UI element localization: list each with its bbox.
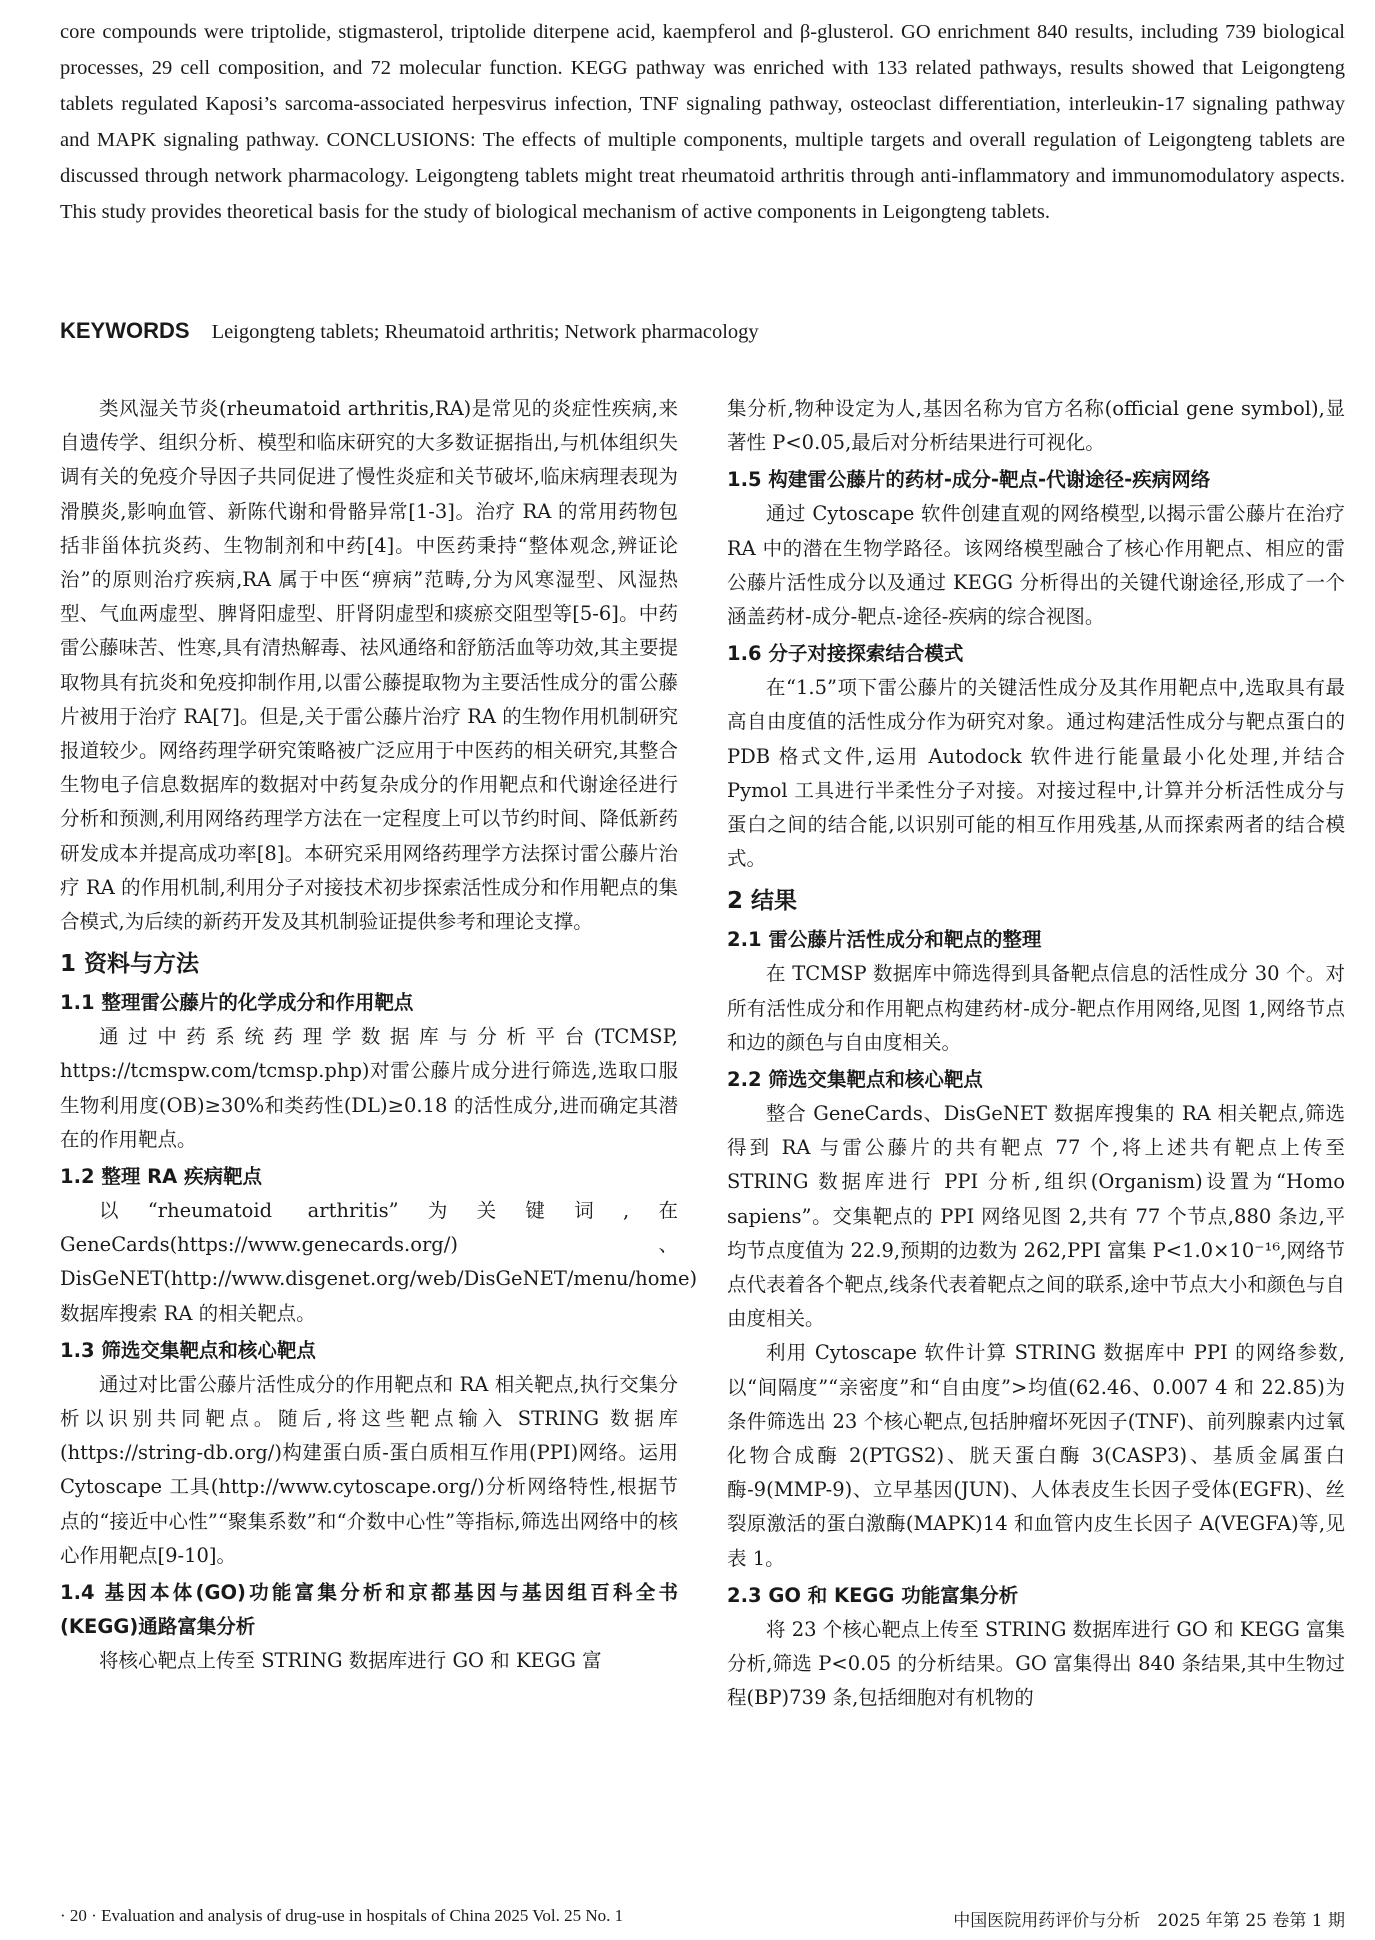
abstract-text: core compounds were triptolide, stigmasterol, triptolide diterpene acid, kaempferol and β-glusterol. GO enrichment 840 results, including 739 biological processes, 29 cell composition, and 72 molecular function. KEGG pathway was enriched with 133 related pathways, results showed that Leigongteng tablets regulated Kaposi’s sarcoma-associated herpesvirus infection, TNF signaling pathway, osteoclast differentiation, interleukin-17 signaling pathway and MAPK signaling pathway. CONCLUSIONS: The effects of multiple components, multiple targets and overall regulation of Leigongteng tablets are discussed through network pharmacology. Leigongteng tablets might treat rheumatoid arthritis through anti-inflammatory and immunomodulatory aspects. This study provides theoretical basis for the study of biological mechanism of active components in Leigongteng tablets.	[60, 21, 1345, 223]
section-2-2-text-2: 利用 Cytoscape 软件计算 STRING 数据库中 PPI 的网络参数,以“间隔度”“亲密度”和“自由度”>均值(62.46、0.007 4 和 22.85)为条件筛选出 23 个核心靶点,包括肿瘤坏死因子(TNF)、前列腺素内过氧化物合成酶 2(PTGS2)、胱天蛋白酶 3(CASP3)、基质金属蛋白酶-9(MMP-9)、立早基因(JUN)、人体表皮生长因子受体(EGFR)、丝裂原激活的蛋白激酶(MAPK)14 和血管内皮生长因子 A(VEGFA)等,见表 1。	[727, 1341, 1345, 1570]
section-2-title: 2 结果	[727, 888, 798, 915]
section-2-2-text-1: 整合 GeneCards、DisGeNET 数据库搜集的 RA 相关靶点,筛选得到 RA 与雷公藤片的共有靶点 77 个,将上述共有靶点上传至 STRING 数据库进行 PPI 分析,组织(Organism)设置为“Homo sapiens”。交集靶点的 PPI 网络见图 2,共有 77 个节点,880 条边,平均节点度值为 22.9,预期的边数为 262,PPI 富集 P<1.0×10⁻¹⁶,网络节点代表着各个靶点,线条代表着靶点之间的联系,途中节点大小和颜色与自由度相关。	[727, 1102, 1345, 1331]
section-1-2-text: 以“rheumatoid arthritis”为关键词,在 GeneCards(https://www.genecards.org/)、DisGeNET(http://www.disgenet.org/web/DisGeNET/menu/home)数据库搜索 RA 的相关靶点。	[60, 1199, 698, 1325]
section-2-1-title: 2.1 雷公藤片活性成分和靶点的整理	[727, 928, 1042, 952]
section-1-title: 1 资料与方法	[60, 951, 200, 978]
section-1-5-text: 通过 Cytoscape 软件创建直观的网络模型,以揭示雷公藤片在治疗 RA 中的潜在生物学路径。该网络模型融合了核心作用靶点、相应的雷公藤片活性成分以及通过 KEGG 分析得出的关键代谢途径,形成了一个涵盖药材-成分-靶点-途径-疾病的综合视图。	[727, 502, 1345, 629]
section-1-5-title: 1.5 构建雷公藤片的药材-成分-靶点-代谢途径-疾病网络	[727, 468, 1211, 492]
section-1-6-title: 1.6 分子对接探索结合模式	[727, 642, 964, 666]
footer-journal-cn: 中国医院用药评价与分析 2025 年第 25 卷第 1 期	[953, 1911, 1345, 1931]
keywords-line	[60, 318, 1345, 344]
section-1-3-text: 通过对比雷公藤片活性成分的作用靶点和 RA 相关靶点,执行交集分析以识别共同靶点。随后,将这些靶点输入 STRING 数据库(https://string-db.org/)构建蛋白质-蛋白质相互作用(PPI)网络。运用 Cytoscape 工具(http://www.cytoscape.org/)分析网络特性,根据节点的“接近中心性”“聚集系数”和“介数中心性”等指标,筛选出网络中的核心作用靶点[9-10]。	[60, 1372, 678, 1567]
section-1-1-title: 1.1 整理雷公藤片的化学成分和作用靶点	[60, 991, 414, 1015]
section-2-3-text: 将 23 个核心靶点上传至 STRING 数据库进行 GO 和 KEGG 富集分析,筛选 P<0.05 的分析结果。GO 富集得出 840 条结果,其中生物过程(BP)739 条,包括细胞对有机物的	[727, 1617, 1345, 1710]
keywords-label: KEYWORDS	[60, 318, 190, 343]
section-1-3-title: 1.3 筛选交集靶点和核心靶点	[60, 1338, 316, 1362]
left-column	[60, 392, 698, 1678]
section-2-2-title: 2.2 筛选交集靶点和核心靶点	[727, 1068, 983, 1092]
right-column	[727, 392, 1345, 1716]
section-2-1-text: 在 TCMSP 数据库中筛选得到具备靶点信息的活性成分 30 个。对所有活性成分和作用靶点构建药材-成分-靶点作用网络,见图 1,网络节点和边的颜色与自由度相关。	[727, 962, 1345, 1054]
section-1-4-text: 将核心靶点上传至 STRING 数据库进行 GO 和 KEGG 富	[99, 1649, 602, 1673]
section-1-1-text: 通过中药系统药理学数据库与分析平台(TCMSP, https://tcmspw.com/tcmsp.php)对雷公藤片成分进行筛选,选取口服生物利用度(OB)≥30%和类药性(DL)≥0.18 的活性成分,进而确定其潜在的作用靶点。	[60, 1025, 678, 1151]
keywords-text: Leigongteng tablets; Rheumatoid arthritis; Network pharmacology	[211, 321, 759, 343]
section-1-6-text: 在“1.5”项下雷公藤片的关键活性成分及其作用靶点中,选取具有最高自由度值的活性成分作为研究对象。通过构建活性成分与靶点蛋白的 PDB 格式文件,运用 Autodock 软件进行能量最小化处理,并结合 Pymol 工具进行半柔性分子对接。对接过程中,计算并分析活性成分与蛋白之间的结合能,以识别可能的相互作用残基,从而探索两者的结合模式。	[727, 676, 1345, 871]
section-2-3-title: 2.3 GO 和 KEGG 功能富集分析	[727, 1583, 1019, 1607]
section-1-4-title: 1.4 基因本体(GO)功能富集分析和京都基因与基因组百科全书(KEGG)通路富集分析	[60, 1581, 678, 1639]
section-1-4-continued: 集分析,物种设定为人,基因名称为官方名称(official gene symbol),显著性 P<0.05,最后对分析结果进行可视化。	[727, 397, 1345, 455]
section-1-2-title: 1.2 整理 RA 疾病靶点	[60, 1165, 263, 1189]
footer-journal-en: · 20 · Evaluation and analysis of drug-use in hospitals of China 2025 Vol. 25 No. 1	[60, 1906, 624, 1925]
intro-paragraph: 类风湿关节炎(rheumatoid arthritis,RA)是常见的炎症性疾病,来自遗传学、组织分析、模型和临床研究的大多数证据指出,与机体组织失调有关的免疫介导因子共同促进了慢性炎症和关节破坏,临床病理表现为滑膜炎,影响血管、新陈代谢和骨骼异常[1-3]。治疗 RA 的常用药物包括非甾体抗炎药、生物制剂和中药[4]。中医药秉持“整体观念,辨证论治”的原则治疗疾病,RA 属于中医“痹病”范畴,分为风寒湿型、风湿热型、气血两虚型、脾肾阳虚型、肝肾阴虚型和痰瘀交阻型等[5-6]。中药雷公藤味苦、性寒,具有清热解毒、祛风通络和舒筋活血等功效,其主要提取物具有抗炎和免疫抑制作用,以雷公藤提取物为主要活性成分的雷公藤片被用于治疗 RA[7]。但是,关于雷公藤片治疗 RA 的生物作用机制研究报道较少。网络药理学研究策略被广泛应用于中医药的相关研究,其整合生物电子信息数据库的数据对中药复杂成分的作用靶点和代谢途径进行分析和预测,利用网络药理学方法在一定程度上可以节约时间、降低新药研发成本并提高成功率[8]。本研究采用网络药理学方法探讨雷公藤片治疗 RA 的作用机制,利用分子对接技术初步探索活性成分和作用靶点的集合模式,为后续的新药开发及其机制验证提供参考和理论支撑。	[60, 397, 678, 934]
